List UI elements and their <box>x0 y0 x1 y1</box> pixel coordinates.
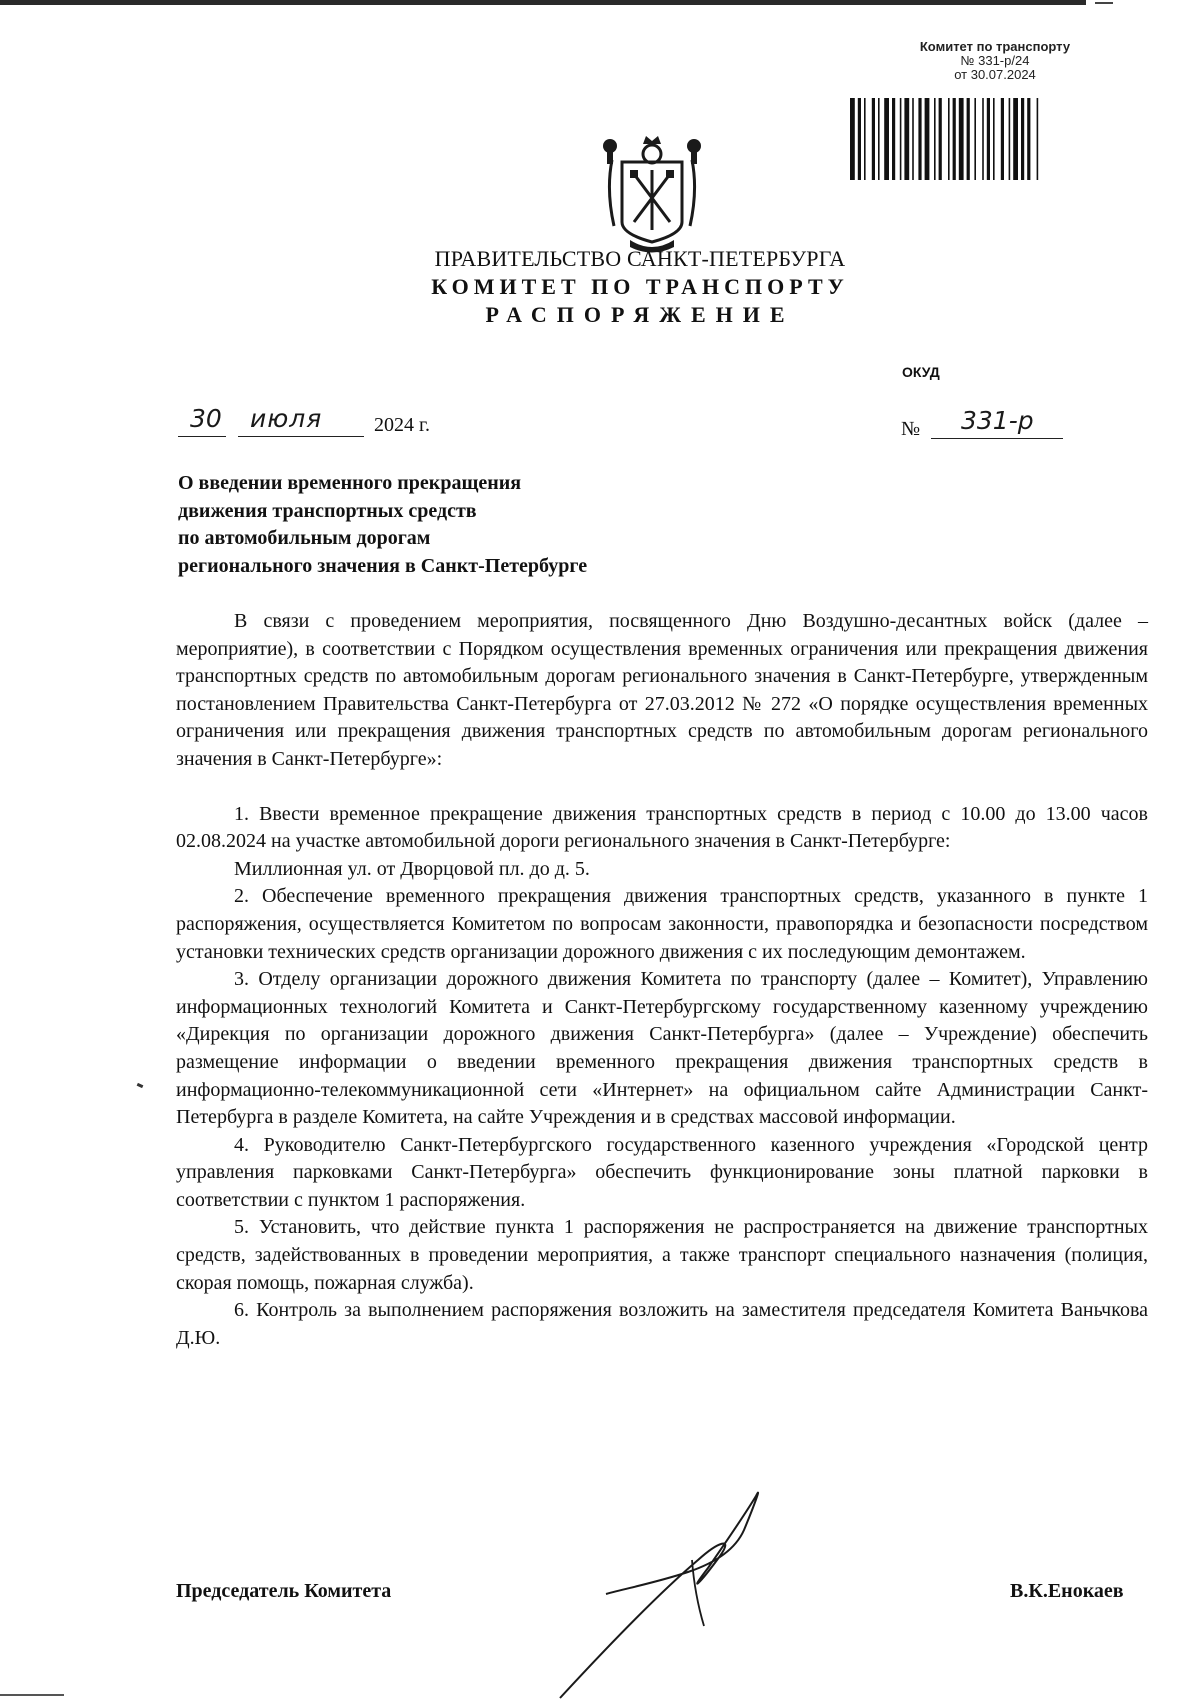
preamble-paragraph: В связи с проведением мероприятия, посвященного Дню Воздушно-десантных войск (далее – мероприятие), в соответствии с Порядком осуществления временных ограничения или прекращения движения транспортных средств по автомобильным дорогам регионального значения в Санкт-Петербурге, утвержденным постановлением Правительства Санкт-Петербурга от 27.03.2012 № 272 «О порядке осуществления временных ограничения или прекращения движения транспортных средств по автомобильным дорогам регионального значения в Санкт-Петербурге»: <box>176 610 1148 770</box>
street-section-paragraph: Миллионная ул. от Дворцовой пл. до д. 5. <box>234 857 590 880</box>
barcode <box>850 98 1126 180</box>
number-sign: № <box>901 418 921 440</box>
item-5-paragraph: 5. Установить, что действие пункта 1 распоряжения не распространяется на движение транспортных средств, задействованных в проведении мероприятия, а также транспорт специального назначения (полиция, скорая помощь, пожарная служба). <box>176 1216 1148 1294</box>
handwritten-signature <box>548 1476 808 1700</box>
government-title: ПРАВИТЕЛЬСТВО САНКТ-ПЕТЕРБУРГА <box>434 246 846 271</box>
order-subject <box>178 470 778 580</box>
item-4-paragraph: 4. Руководителю Санкт-Петербургского государственного казенного учреждения «Городской центр управления парковками Санкт-Петербурга» обеспечить функционирование зоны платной парковки в соответствии с пунктом 1 распоряжения. <box>176 1133 1148 1211</box>
order-number <box>901 408 1071 444</box>
order-body <box>176 608 1148 1352</box>
page-top-border <box>0 0 1086 5</box>
subject-line: регионального значения в Санкт-Петербурге <box>178 554 588 577</box>
stamp-organization: Комитет по транспорту <box>919 39 1071 54</box>
subject-line: движения транспортных средств <box>178 499 477 522</box>
committee-title: КОМИТЕТ ПО ТРАНСПОРТУ <box>431 274 849 299</box>
signatory-title: Председатель Комитета <box>176 1580 392 1602</box>
okud-label: ОКУД <box>902 364 940 380</box>
date-day: 30 <box>190 404 222 433</box>
item-2-paragraph: 2. Обеспечение временного прекращения движения транспортных средств, указанного в пункте 1 распоряжения, осуществляется Комитетом по вопросам законности, правопорядка и безопасности посредством установки технических средств организации дорожного движения с их последующим демонтажем. <box>176 885 1148 963</box>
scan-mark <box>0 1694 64 1696</box>
item-3-paragraph: 3. Отделу организации дорожного движения Комитета по транспорту (далее – Комитет), Управлению информационных технологий Комитета и Санкт-Петербургскому государственному казенному учреждению «Дирекция по организации дорожного движения Санкт-Петербурга» (далее – Учреждение) обеспечить размещение информации о введении временного прекращения движения транспортных средств в информационно-телекоммуникационной сети «Интернет» на официальном сайте Администрации Санкт-Петербурга в разделе Комитета, на сайте Учреждения и в средствах массовой информации. <box>176 968 1148 1129</box>
item-6-paragraph: 6. Контроль за выполнением распоряжения возложить на заместителя председателя Комитета Ваньчкова Д.Ю. <box>176 1299 1148 1349</box>
number-value: 331-р <box>961 406 1034 435</box>
stamp-date: от 30.07.2024 <box>954 67 1036 82</box>
item-1-paragraph: 1. Ввести временное прекращение движения транспортных средств в период с 10.00 до 13.00 часов 02.08.2024 на участке автомобильной дороги регионального значения в Санкт-Петербурге: <box>176 802 1148 853</box>
scan-mark <box>137 1083 144 1088</box>
page-top-border-fragment <box>1095 2 1113 4</box>
order-date <box>178 404 478 440</box>
coat-of-arms-icon <box>600 130 704 255</box>
date-month: июля <box>250 404 323 433</box>
registration-stamp <box>860 40 1130 82</box>
date-year: 2024 г. <box>374 414 430 436</box>
document-type: РАСПОРЯЖЕНИЕ <box>485 302 795 327</box>
subject-line: по автомобильным дорогам <box>178 527 431 549</box>
subject-line: О введении временного прекращения <box>178 472 522 494</box>
signatory-name: В.К.Енокаев <box>1010 1580 1124 1602</box>
stamp-number: № 331-р/24 <box>960 53 1030 68</box>
